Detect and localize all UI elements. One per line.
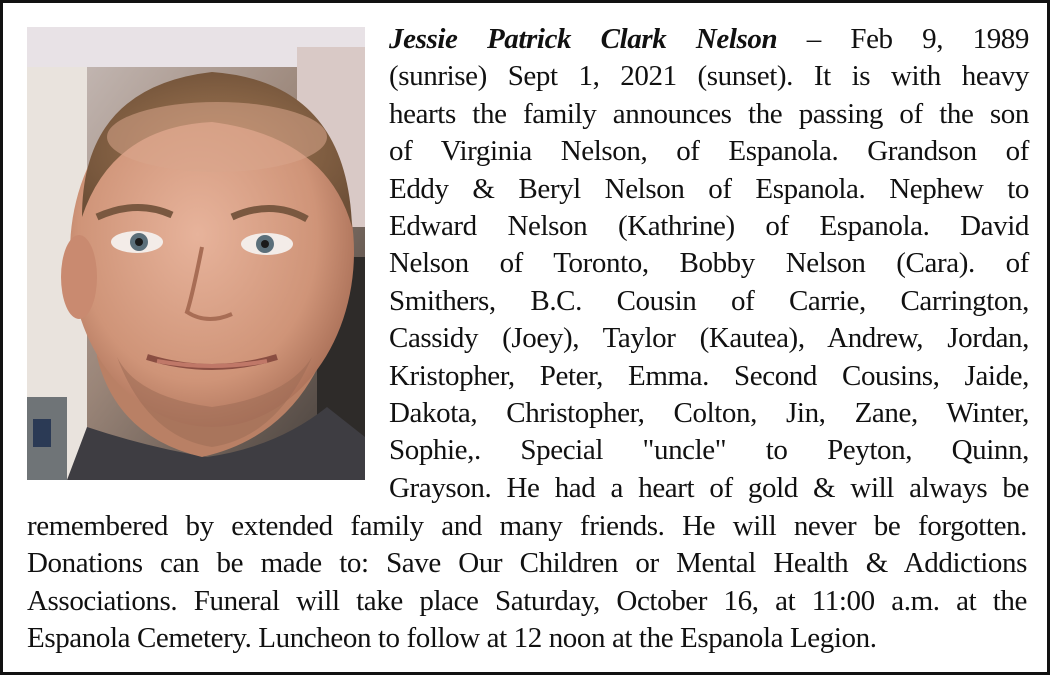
text-line: Smithers, B.C. Cousin of Carrie, Carrington, [389, 284, 1029, 317]
text-line: Cassidy (Joey), Taylor (Kautea), Andrew, Jordan, [389, 322, 1029, 355]
portrait-photo [27, 27, 365, 480]
text-line: Sophie,. Special "uncle" to Peyton, Quinn, [389, 434, 1029, 467]
text-line [389, 21, 1029, 58]
text-line: Dakota, Christopher, Colton, Jin, Zane, Winter, [389, 396, 1029, 429]
deceased-name: Jessie Patrick Clark Nelson [389, 23, 778, 55]
text-line: Donations can be made to: Save Our Children or Mental Health & Addictions [27, 547, 1027, 580]
text-line: Espanola Cemetery. Luncheon to follow at 12 noon at the Espanola Legion. [27, 622, 877, 655]
text-line: Edward Nelson (Kathrine) of Espanola. David [389, 209, 1029, 242]
text-line: Grayson. He had a heart of gold & will always be [389, 471, 1029, 504]
text-line: remembered by extended family and many friends. He will never be forgotten. [27, 510, 1027, 542]
narrow-text-column [389, 21, 1029, 507]
text-line: (sunrise) Sept 1, 2021 (sunset). It is with heavy [389, 60, 1029, 93]
text-line: Nelson of Toronto, Bobby Nelson (Cara). of [389, 247, 1029, 280]
text-line: hearts the family announces the passing of the son [389, 97, 1029, 130]
dates-start: – Feb 9, 1989 [777, 23, 1029, 55]
text-line: Associations. Funeral will take place Saturday, October 16, at 11:00 a.m. at the [27, 584, 1027, 617]
portrait-illustration [27, 27, 365, 480]
text-line: Eddy & Beryl Nelson of Espanola. Nephew to [389, 172, 1029, 205]
full-width-text [27, 508, 1027, 658]
text-line: Kristopher, Peter, Emma. Second Cousins, Jaide, [389, 359, 1029, 392]
text-line: of Virginia Nelson, of Espanola. Grandson of [389, 135, 1029, 168]
